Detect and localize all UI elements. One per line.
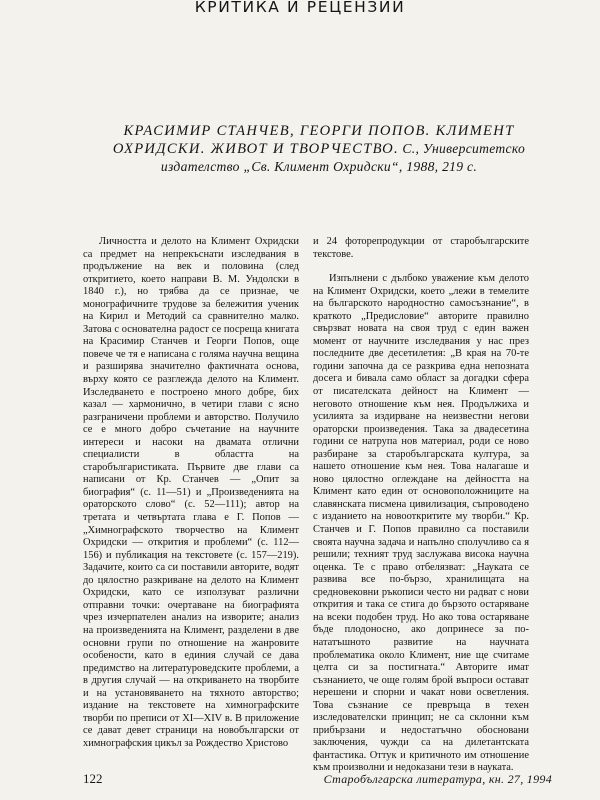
page-number: 122 bbox=[83, 771, 103, 786]
section-header: КРИТИКА И РЕЦЕНЗИИ bbox=[194, 0, 406, 16]
text-column-right bbox=[313, 236, 529, 775]
body-paragraph-continuation: и 24 фоторепродукции от старобългарските текстове. bbox=[313, 236, 529, 260]
body-paragraph: Изпълнени с дълбоко уважение към делото на Климент Охридски, което „лежи в темелите на българското народностно самосъзнание“, в краткото „Предисловие“ авторите правилно свързват новата на своя труд с един важен момент от научните изследвания у нас през последните две десетилетия: „В края на 70-те години започна да се разкрива една непозната досега и бивала само област за догадки сфера от писателската дейност на Климент — неговото отношение към нея. Продължиха и усилията за издирване на неизвестни негови ораторски произведения. Така за двадесетина години се натрупа нов материал, роди се ново разбиране за старобългарската култура, за нашето отношение към нея. Това налагаше и ново цялостно оглеждане на дейността на Климент като един от основоположниците на славянската писмена цивилизация, съпроводено с изданието на новооткритите му творби.“ Кр. Станчев и Г. Попов правилно са поставили своята научна задача и напълно сполучливо са я решили; техният труд заслужава висока научна оценка. Те с право отбелязват: „Науката се развива все по-бързо, хранилищата на средновековни ръкописи често ни радват с нови открития и така се стига до бързото остаряване на всеки подобен труд. Но ако това остаряване бъде плодоносно, ако допринесе за по-нататъшното развитие на научната проблематика около Климент, ние ще считаме целта си за постигната.“ Авторите имат съзнанието, че още голям брой въпроси остават нерешени и спорни и чакат нови осветления. Това съзнание се превръща в техен изследователски принцип; не са склонни към прибързани и недостатъчно обосновани заключения, чужди са на дилетантската фантастика. Оттук и критичното им отношение към произволни и недоказани тези в науката. bbox=[313, 273, 529, 774]
review-title bbox=[84, 122, 554, 175]
journal-citation: Старобългарска литература, кн. 27, 1994 bbox=[323, 772, 552, 786]
review-title-main: КРАСИМИР СТАНЧЕВ, ГЕОРГИ ПОПОВ. КЛИМЕНТ ОХРИДСКИ. ЖИВОТ И ТВОРЧЕСТВО. bbox=[112, 123, 515, 157]
text-column-left bbox=[83, 236, 299, 750]
review-publication-info: С., Университетско издателство „Св. Климент Охридски“, 1988, 219 с. bbox=[160, 141, 526, 174]
body-paragraph: Личността и делото на Климент Охридски са предмет на непрекъснати изследвания в продължение на век и половина (след откритието, което направи В. М. Ундолски в 1840 г.), но трябва да се признае, че монографичните трудове за бележития ученик на Кирил и Методий са сравнително малко. Затова с основателна радост се посреща книгата на Красимир Станчев и Георги Попов, още повече че тя е написана с голяма научна вещина и разширява значително фактичната основа, върху която се разглежда делото на Климент. Изследването е построено много добре, бих казал — хармонично, в четири глави с ясно разграничени проблеми и авторство. Получило се е много добро съчетание на научните интереси и насоки на двамата отлични специалисти в областта на старобългаристиката. Първите две глави са написани от Кр. Станчев — „Опит за биография“ (с. 11—51) и „Произведенията на ораторското слово“ (с. 52—111); автор на третата и четвъртата глава е Г. Попов — „Химнографското творчество на Климент Охридски — открития и проблеми“ (с. 112—156) и публикация на текстовете (с. 157—219). Задачите, които са си поставили авторите, водят до цялостно разкриване на делото на Климент Охридски, като се използуват различни отправни точки: очертаване на биографията чрез изчерпателен анализ на изворите; анализ на произведенията на Климент, разделени в две основни групи по отношение на жанровите особености, като в единия случай се дава предимство на литературоведските проблеми, а в другия случай — на откриването на творбите и на установяването на тяхното авторство; издание на текстовете на химнографските творби по преписи от XI—XIV в. В приложение се дават девет страници на новобългарски от химнографския цикъл за Рождество Христово bbox=[83, 236, 299, 749]
